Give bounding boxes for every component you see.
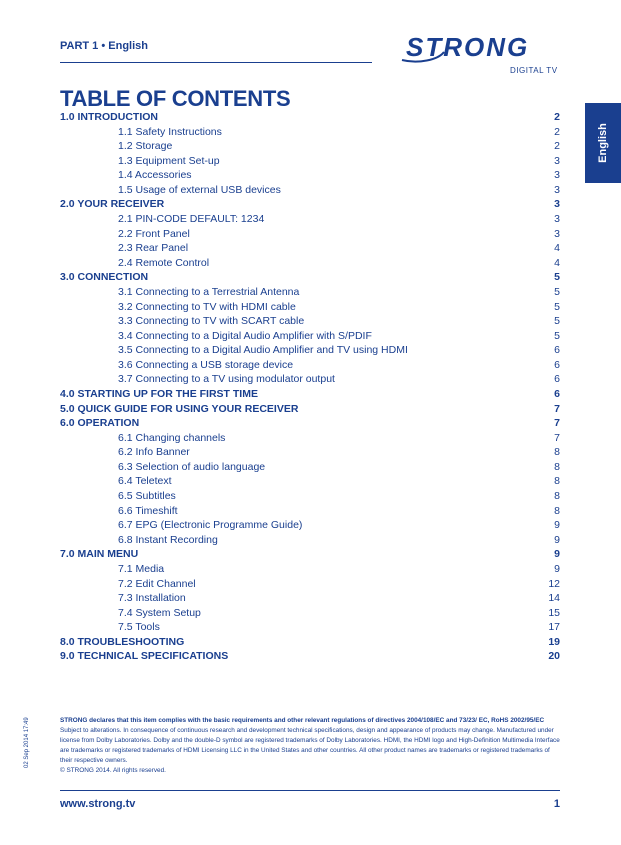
toc-subsection-entry[interactable] [60,591,560,606]
toc-subsection-entry[interactable] [60,227,560,242]
toc-section-entry[interactable] [60,547,560,562]
toc-entry-label: 1.3 Equipment Set-up [118,154,220,167]
disclaimer [60,716,560,776]
toc-entry-label: 6.6 Timeshift [118,504,178,517]
toc-section-entry[interactable] [60,416,560,431]
toc-subsection-entry[interactable] [60,256,560,271]
toc-subsection-entry[interactable] [60,139,560,154]
toc-subsection-entry[interactable] [60,212,560,227]
toc-subsection-entry[interactable] [60,518,560,533]
toc-subsection-entry[interactable] [60,445,560,460]
toc-subsection-entry[interactable] [60,431,560,446]
toc-entry-page: 15 [548,606,560,619]
toc-subsection-entry[interactable] [60,314,560,329]
toc-subsection-entry[interactable] [60,577,560,592]
toc-subsection-entry[interactable] [60,241,560,256]
header-divider [60,62,372,63]
print-date: 02 Sep 2014 17:49 [24,717,30,768]
toc-entry-label: 6.8 Instant Recording [118,533,218,546]
toc-entry-page: 4 [554,242,560,255]
toc-entry-label: 3.3 Connecting to TV with SCART cable [118,315,305,328]
toc-entry-label: 5.0 QUICK GUIDE FOR USING YOUR RECEIVER [60,402,299,415]
toc-section-entry[interactable] [60,649,560,664]
toc-entry-label: 6.0 OPERATION [60,417,140,430]
toc-entry-page: 5 [554,300,560,313]
toc-entry-label: 6.1 Changing channels [118,431,226,444]
toc-entry-page: 20 [548,650,560,663]
toc-entry-label: 2.1 PIN-CODE DEFAULT: 1234 [118,213,265,226]
toc-entry-label: 7.4 System Setup [118,606,201,619]
toc-entry-page: 7 [554,417,560,430]
toc-entry-label: 7.5 Tools [118,621,160,634]
toc-entry-page: 2 [554,140,560,153]
toc-entry-label: 1.2 Storage [118,140,173,153]
compliance-statement: STRONG declares that this item complies with the basic requirements and other relevant regulations of directives 2004/108/EC and 73/23/ EC, RoHS 2002/95/EC [60,717,545,724]
toc-entry-label: 6.7 EPG (Electronic Programme Guide) [118,519,303,532]
part-label: PART 1 • English [60,40,148,52]
toc-entry-page: 7 [554,402,560,415]
toc-entry-label: 2.0 YOUR RECEIVER [60,198,165,211]
svg-text:STRONG: STRONG [406,32,530,62]
toc-entry-label: 4.0 STARTING UP FOR THE FIRST TIME [60,387,258,400]
legal-notice: Subject to alterations. In consequence of continuous research and development technical specifications, design and appearance of products may change. Manufactured under license from Dolby Laboratories. Dolby and the double-D symbol are registered trademarks of Dolby Laboratories. HDMI, the HDMI logo and High-Definition Multimedia Interface are trademarks or registered trademarks of HDMI Licensing LLC in the United States and other countries. All other product names are trademarks or registered trademarks of their respective owners. [60,727,560,764]
toc-entry-page: 3 [554,183,560,196]
toc-entry-label: 1.5 Usage of external USB devices [118,183,281,196]
toc-entry-page: 6 [554,358,560,371]
toc-subsection-entry[interactable] [60,183,560,198]
toc-section-entry[interactable] [60,270,560,285]
toc-entry-page: 9 [554,548,560,561]
toc-entry-page: 7 [554,431,560,444]
toc-entry-label: 3.1 Connecting to a Terrestrial Antenna [118,285,300,298]
toc-entry-page: 9 [554,562,560,575]
toc-section-entry[interactable] [60,197,560,212]
toc-subsection-entry[interactable] [60,343,560,358]
toc-entry-label: 9.0 TECHNICAL SPECIFICATIONS [60,650,229,663]
toc-entry-page: 5 [554,285,560,298]
toc-entry-page: 5 [554,315,560,328]
toc-entry-label: 7.1 Media [118,562,165,575]
copyright-notice: © STRONG 2014. All rights reserved. [60,767,166,774]
toc-entry-page: 6 [554,387,560,400]
toc-entry-label: 2.4 Remote Control [118,256,210,269]
toc-entry-page: 6 [554,373,560,386]
toc-entry-label: 6.2 Info Banner [118,446,190,459]
toc-entry-label: 2.3 Rear Panel [118,242,189,255]
toc-entry-label: 7.3 Installation [118,592,186,605]
toc-entry-page: 3 [554,213,560,226]
toc-entry-page: 12 [548,577,560,590]
toc-entry-page: 3 [554,227,560,240]
toc-entry-label: 7.2 Edit Channel [118,577,196,590]
toc-entry-label: 3.4 Connecting to a Digital Audio Amplifier with S/PDIF [118,329,372,342]
toc-entry-label: 3.7 Connecting to a TV using modulator output [118,373,335,386]
toc-entry-page: 2 [554,125,560,138]
toc-entry-label: 6.4 Teletext [118,475,172,488]
toc-subsection-entry[interactable] [60,533,560,548]
toc-entry-label: 8.0 TROUBLESHOOTING [60,635,185,648]
toc-entry-page: 14 [548,592,560,605]
toc-subsection-entry[interactable] [60,489,560,504]
toc-subsection-entry[interactable] [60,300,560,315]
strong-logo-mark [398,30,562,66]
toc-entry-page: 8 [554,475,560,488]
toc-entry-label: 1.1 Safety Instructions [118,125,222,138]
toc-subsection-entry[interactable] [60,504,560,519]
footer-divider [60,790,560,791]
language-side-tab [585,103,621,183]
toc-entry-label: 3.5 Connecting to a Digital Audio Amplifier and TV using HDMI [118,344,408,357]
toc-entry-page: 8 [554,490,560,503]
toc-entry-page: 9 [554,519,560,532]
toc-subsection-entry[interactable] [60,285,560,300]
toc-entry-page: 5 [554,271,560,284]
toc-subsection-entry[interactable] [60,372,560,387]
toc-entry-label: 3.6 Connecting a USB storage device [118,358,294,371]
page-title: TABLE OF CONTENTS [60,86,291,111]
toc-subsection-entry[interactable] [60,460,560,475]
toc-entry-page: 3 [554,154,560,167]
toc-entry-page: 17 [548,621,560,634]
toc-entry-page: 2 [554,111,560,123]
toc-subsection-entry[interactable] [60,474,560,489]
toc-entry-label: 1.4 Accessories [118,169,192,182]
toc-entry-page: 4 [554,256,560,269]
side-tab-label: English [597,123,609,163]
logo-subtitle: DIGITAL TV [510,66,558,75]
toc-entry-page: 8 [554,460,560,473]
toc-entry-page: 6 [554,344,560,357]
toc-subsection-entry[interactable] [60,620,560,635]
toc-subsection-entry[interactable] [60,562,560,577]
website-link[interactable]: www.strong.tv [60,798,136,810]
toc-section-entry[interactable] [60,402,560,417]
toc-entry-label: 6.5 Subtitles [118,490,176,503]
page-number: 1 [553,798,560,810]
toc-subsection-entry[interactable] [60,125,560,140]
toc-entry-label: 3.0 CONNECTION [60,271,149,284]
toc-section-entry[interactable] [60,110,560,125]
toc-entry-page: 3 [554,198,560,211]
toc-section-entry[interactable] [60,387,560,402]
toc-entry-page: 5 [554,329,560,342]
toc-section-entry[interactable] [60,635,560,650]
toc-entry-label: 2.2 Front Panel [118,227,190,240]
toc-entry-page: 8 [554,446,560,459]
toc-entry-page: 19 [548,635,560,648]
toc-subsection-entry[interactable] [60,329,560,344]
toc-subsection-entry[interactable] [60,606,560,621]
toc-entry-label: 1.0 INTRODUCTION [60,111,159,123]
toc-subsection-entry[interactable] [60,154,560,169]
toc-entry-page: 9 [554,533,560,546]
table-of-contents [60,110,560,664]
toc-entry-label: 3.2 Connecting to TV with HDMI cable [118,300,296,313]
toc-entry-page: 3 [554,169,560,182]
toc-subsection-entry[interactable] [60,358,560,373]
toc-subsection-entry[interactable] [60,168,560,183]
toc-entry-page: 8 [554,504,560,517]
toc-entry-label: 7.0 MAIN MENU [60,548,139,561]
toc-entry-label: 6.3 Selection of audio language [118,460,266,473]
